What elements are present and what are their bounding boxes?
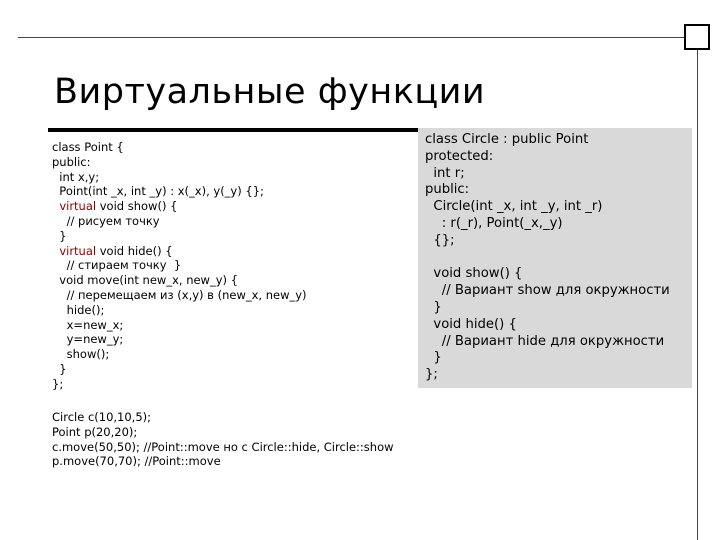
- code-line: };: [425, 367, 438, 383]
- code-line: virtual void hide() {: [59, 243, 173, 258]
- code-line: public:: [425, 182, 470, 198]
- code-line: Point(int _x, int _y) : x(_x), y(_y) {};: [52, 184, 264, 199]
- code-line: Circle(int _x, int _y, int _r): [425, 199, 603, 215]
- code-line: show();: [52, 347, 110, 362]
- code-line: }: [425, 350, 442, 366]
- code-line: }: [52, 361, 67, 376]
- code-line: {};: [425, 232, 455, 248]
- code-line: class Point {: [52, 140, 124, 154]
- code-line: void move(int new_x, new_y) {: [52, 273, 238, 288]
- code-line: int x,y;: [52, 169, 100, 184]
- code-line: void show() {: [425, 266, 523, 282]
- code-line: int r;: [425, 165, 465, 181]
- code-line: // перемещаем из (x,y) в (new_x, new_y): [52, 287, 307, 302]
- code-line: }: [52, 228, 67, 243]
- code-line: : r(_r), Point(_x,_y): [425, 215, 563, 231]
- code-line: };: [52, 376, 64, 391]
- code-line: // стираем точку }: [52, 258, 182, 273]
- slide-title: Виртуальные функции: [54, 72, 486, 112]
- code-line: Circle c(10,10,5);: [52, 410, 152, 424]
- code-line: y=new_y;: [52, 332, 124, 347]
- code-line: class Circle : public Point: [425, 132, 589, 147]
- code-line: Point p(20,20);: [52, 424, 138, 439]
- code-line: c.move(50,50); //Point::move но с Circle::hide, Circle::show: [52, 439, 394, 454]
- code-line: protected:: [425, 148, 494, 164]
- code-line: // рисуем точку: [52, 213, 160, 228]
- code-line: }: [425, 299, 442, 315]
- decorative-square: [684, 24, 710, 50]
- code-line: void hide() {: [425, 316, 517, 332]
- keyword: virtual: [59, 243, 97, 258]
- usage-code: [52, 410, 394, 469]
- code-line: p.move(70,70); //Point::move: [52, 454, 221, 469]
- code-line: hide();: [52, 302, 105, 317]
- right-rule: [697, 50, 698, 540]
- circle-class-code: [425, 132, 670, 384]
- top-rule: [18, 37, 684, 38]
- keyword: virtual: [59, 199, 97, 214]
- code-line: // Вариант hide для окружности: [425, 333, 665, 349]
- code-line: public:: [52, 154, 91, 169]
- code-line: virtual void show() {: [59, 199, 178, 214]
- point-class-code: [52, 140, 307, 392]
- code-line: // Вариант show для окружности: [425, 283, 670, 299]
- code-line: [425, 250, 670, 267]
- code-line: x=new_x;: [52, 317, 124, 332]
